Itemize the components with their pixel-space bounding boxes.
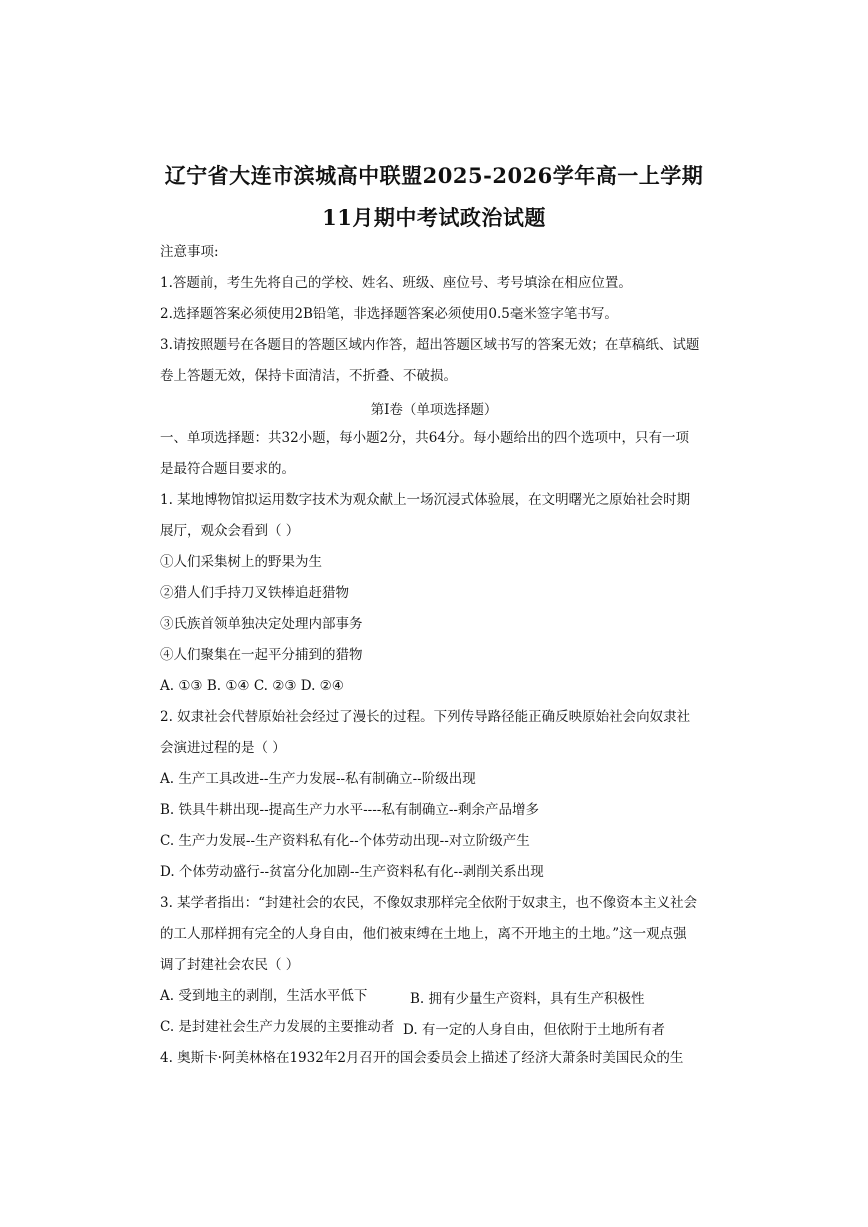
note-item-1: 1.答题前，考生先将自己的学校、姓名、班级、座位号、考号填涂在相应位置。 (160, 275, 632, 291)
section-title: 第Ⅰ卷（单项选择题） (370, 402, 498, 418)
section-instruction-line-2: 是最符合题目要求的。 (160, 461, 295, 477)
q4-stem-line-1: 4. 奥斯卡·阿美林格在1932年2月召开的国会委员会上描述了经济大萧条时美国民众的生 (160, 1050, 684, 1066)
q3-option-a: A. 受到地主的剥削，生活水平低下 (160, 988, 368, 1004)
q1-item-4: ④人们聚集在一起平分捕到的猎物 (160, 647, 363, 663)
q3-option-b: B. 拥有少量生产资料，具有生产积极性 (410, 991, 645, 1007)
q3-stem-line-2: 的工人那样拥有完全的人身自由，他们被束缚在土地上，离不开地主的土地。”这一观点强 (160, 926, 687, 942)
section-instruction-line-1: 一、单项选择题：共32小题，每小题2分，共64分。每小题给出的四个选项中，只有一项 (160, 430, 689, 446)
q1-item-1: ①人们采集树上的野果为生 (160, 554, 322, 570)
note-item-2: 2.选择题答案必须使用2B铅笔，非选择题答案必须使用0.5毫米签字笔书写。 (160, 306, 618, 322)
exam-title-line-2: 11月期中考试政治试题 (322, 205, 546, 230)
q3-option-d: D. 有一定的人身自由，但依附于土地所有者 (403, 1022, 665, 1038)
q2-stem-line-2: 会演进过程的是（ ） (160, 740, 286, 756)
q1-stem-line-2: 展厅，观众会看到（ ） (160, 523, 300, 539)
q3-stem-line-3: 调了封建社会农民（ ） (160, 957, 300, 973)
q1-options: A. ①③ B. ①④ C. ②③ D. ②④ (160, 678, 344, 694)
q1-stem-line-1: 1. 某地博物馆拟运用数字技术为观众献上一场沉浸式体验展，在文明曙光之原始社会时期 (160, 492, 691, 508)
q2-option-c: C. 生产力发展--生产资料私有化--个体劳动出现--对立阶级产生 (160, 833, 530, 849)
q1-item-3: ③氏族首领单独决定处理内部事务 (160, 616, 363, 632)
q1-item-2: ②猎人们手持刀叉铁棒追赶猎物 (160, 585, 349, 601)
q2-option-d: D. 个体劳动盛行--贫富分化加剧--生产资料私有化--剥削关系出现 (160, 864, 544, 880)
note-item-3: 3.请按照题号在各题目的答题区域内作答，超出答题区域书写的答案无效；在草稿纸、试题 (160, 337, 700, 353)
exam-title-line-1: 辽宁省大连市滨城高中联盟2025-2026学年高一上学期 (164, 163, 704, 188)
note-item-3-cont: 卷上答题无效，保持卡面清洁，不折叠、不破损。 (160, 368, 457, 384)
q2-stem-line-1: 2. 奴隶社会代替原始社会经过了漫长的过程。下列传导路径能正确反映原始社会向奴隶社 (160, 709, 691, 725)
notes-heading: 注意事项: (160, 244, 219, 260)
q3-stem-line-1: 3. 某学者指出：“封建社会的农民，不像奴隶那样完全依附于奴隶主，也不像资本主义社会 (160, 895, 698, 911)
q3-option-c: C. 是封建社会生产力发展的主要推动者 (160, 1019, 395, 1035)
q2-option-a: A. 生产工具改进--生产力发展--私有制确立--阶级出现 (160, 771, 476, 787)
q2-option-b: B. 铁具牛耕出现--提高生产力水平----私有制确立--剩余产品增多 (160, 802, 539, 818)
